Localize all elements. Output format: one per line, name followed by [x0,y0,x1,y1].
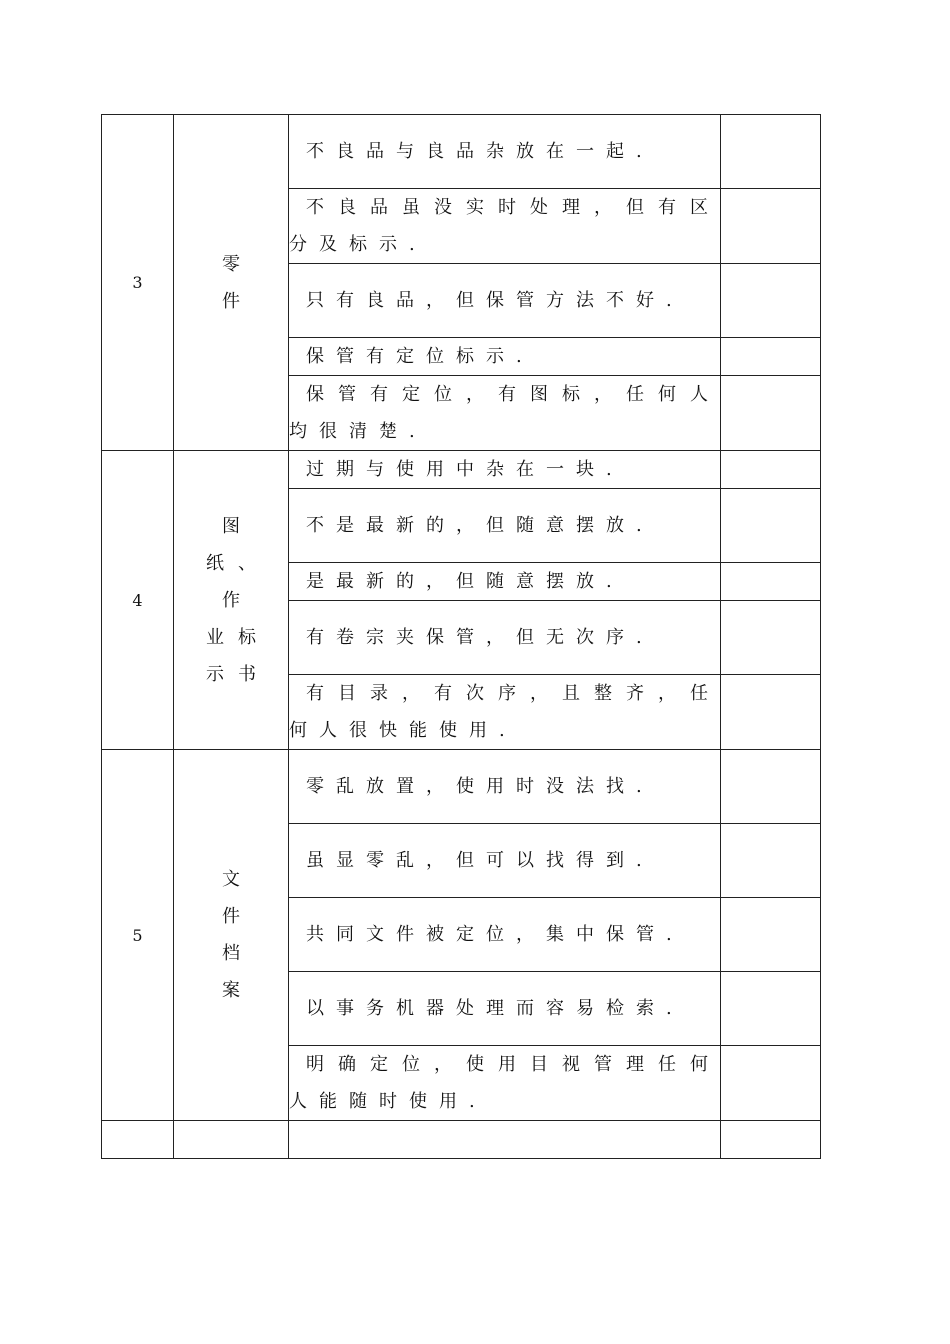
blank-cell [174,1121,289,1159]
item-name-line: 案 [222,980,254,1001]
criteria-cell: 有卷宗夹保管，但无次序. [289,601,721,675]
criteria-cell: 零乱放置，使用时没法找. [289,750,721,824]
criteria-cell: 不良品与良品杂放在一起. [289,115,721,189]
item-name-line: 档 [222,943,254,964]
score-cell[interactable] [721,675,821,750]
score-cell[interactable] [721,563,821,601]
criteria-cell: 是最新的，但随意摆放. [289,563,721,601]
item-name-line: 业标 [206,626,270,648]
item-name-line: 文 [222,869,254,890]
score-cell[interactable] [721,264,821,338]
item-name-line: 零 [222,253,254,275]
table-body [102,115,821,1159]
score-cell[interactable] [721,750,821,824]
item-name-cell [174,451,289,750]
score-cell[interactable] [721,376,821,451]
criteria-cell: 不良品虽没实时处理，但有区分及标示. [289,189,721,264]
score-cell[interactable] [721,1046,821,1121]
blank-cell [102,1121,174,1159]
item-name-cell [174,750,289,1121]
criteria-cell: 不是最新的，但随意摆放. [289,489,721,563]
item-number-cell: 4 [102,451,174,750]
table-row [102,115,821,189]
item-number-cell: 5 [102,750,174,1121]
item-name-line: 件 [222,290,254,312]
blank-cell [721,1121,821,1159]
blank-row [102,1121,821,1159]
score-cell[interactable] [721,824,821,898]
score-cell[interactable] [721,601,821,675]
score-cell[interactable] [721,489,821,563]
criteria-cell: 共同文件被定位，集中保管. [289,898,721,972]
criteria-cell: 明确定位，使用目视管理任何人能随时使用. [289,1046,721,1121]
item-name-line: 件 [222,906,254,927]
score-cell[interactable] [721,451,821,489]
criteria-cell: 虽显零乱，但可以找得到. [289,824,721,898]
item-name-line: 作 [222,589,254,611]
criteria-cell: 过期与使用中杂在一块. [289,451,721,489]
item-name-line: 示书 [206,663,270,685]
item-name-line: 图 [222,515,254,537]
item-name-cell [174,115,289,451]
criteria-cell: 以事务机器处理而容易检索. [289,972,721,1046]
score-cell[interactable] [721,898,821,972]
score-cell[interactable] [721,115,821,189]
criteria-cell: 只有良品，但保管方法不好. [289,264,721,338]
criteria-cell: 保管有定位，有图标，任何人均很清楚. [289,376,721,451]
score-cell[interactable] [721,189,821,264]
criteria-cell: 保管有定位标示. [289,338,721,376]
table-row [102,451,821,489]
table-row [102,750,821,824]
inspection-table [101,114,821,1159]
criteria-cell: 有目录，有次序，且整齐，任何人很快能使用. [289,675,721,750]
blank-cell [289,1121,721,1159]
score-cell[interactable] [721,338,821,376]
item-number-cell: 3 [102,115,174,451]
score-cell[interactable] [721,972,821,1046]
item-name-line: 纸、 [206,552,270,574]
